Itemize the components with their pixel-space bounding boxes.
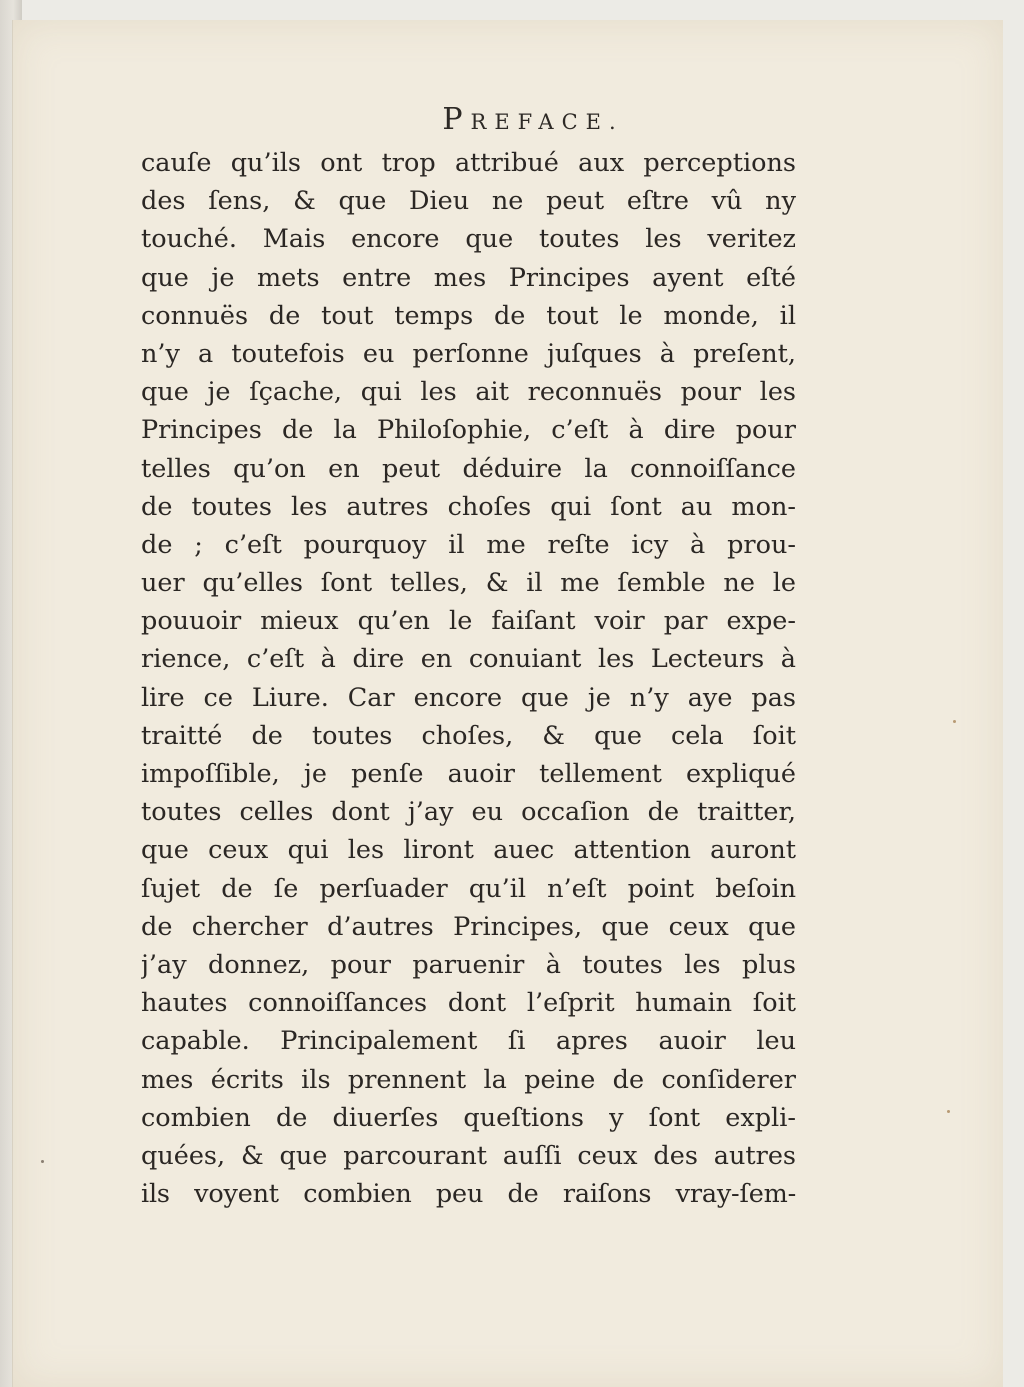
text-line: de ; c’eſt pourquoy il me reſte icy à prou- [141, 529, 796, 560]
text-line: pouuoir mieux qu’en le faiſant voir par expe- [141, 606, 796, 637]
text-line: impoſſible, je penſe auoir tellement expliqué [141, 759, 796, 789]
text-line: des ſens, & que Dieu ne peut eſtre vû ny [141, 186, 796, 217]
text-line: cauſe qu’ils ont trop attribué aux perceptions [141, 148, 796, 178]
text-line: n’y a toutefois eu perſonne juſques à preſent, [141, 338, 796, 369]
body-text [141, 144, 796, 1213]
text-line: traitté de toutes choſes, & que cela ſoit [141, 720, 796, 751]
text-line: uer qu’elles ſont telles, & il me ſemble ne le [141, 568, 796, 599]
text-line: de chercher d’autres Principes, que ceux que [141, 911, 796, 942]
text-line: que je ſçache, qui les ait reconnuës pour les [141, 377, 796, 408]
text-line: telles qu’on en peut déduire la connoiſſance [141, 453, 796, 484]
text-line: ils voyent combien peu de raiſons vray-ſem- [141, 1179, 796, 1210]
text-line: toutes celles dont j’ay eu occaſion de traitter, [141, 797, 796, 828]
paper-speck [41, 1160, 44, 1163]
text-line: que je mets entre mes Principes ayent eſté [141, 262, 796, 293]
text-line: combien de diuerſes queſtions y ſont expli- [141, 1102, 796, 1133]
text-line: rience, c’eſt à dire en conuiant les Lecteurs à [141, 644, 796, 675]
text-line: mes écrits ils prennent la peine de conſiderer [141, 1064, 796, 1095]
text-line: capable. Principalement ſi apres auoir leu [141, 1026, 796, 1057]
text-line: ſujet de ſe perſuader qu’il n’eſt point beſoin [141, 873, 796, 904]
text-line: touché. Mais encore que toutes les veritez [141, 224, 796, 255]
text-line: de toutes les autres choſes qui ſont au mon- [141, 491, 796, 522]
text-line: Principes de la Philoſophie, c’eſt à dire pour [141, 415, 796, 446]
running-head: PREFACE. [442, 102, 624, 137]
text-line: lire ce Liure. Car encore que je n’y aye pas [141, 682, 796, 713]
paper-speck [947, 1110, 950, 1113]
text-line: connuës de tout temps de tout le monde, il [141, 300, 796, 331]
book-page [12, 20, 1003, 1387]
paper-speck [953, 720, 956, 723]
text-line: j’ay donnez, pour paruenir à toutes les plus [141, 949, 796, 980]
text-line: hautes connoiſſances dont l’eſprit humain ſoit [141, 988, 796, 1019]
text-line: quées, & que parcourant auſſi ceux des autres [141, 1140, 796, 1171]
text-line: que ceux qui les liront auec attention auront [141, 835, 796, 866]
